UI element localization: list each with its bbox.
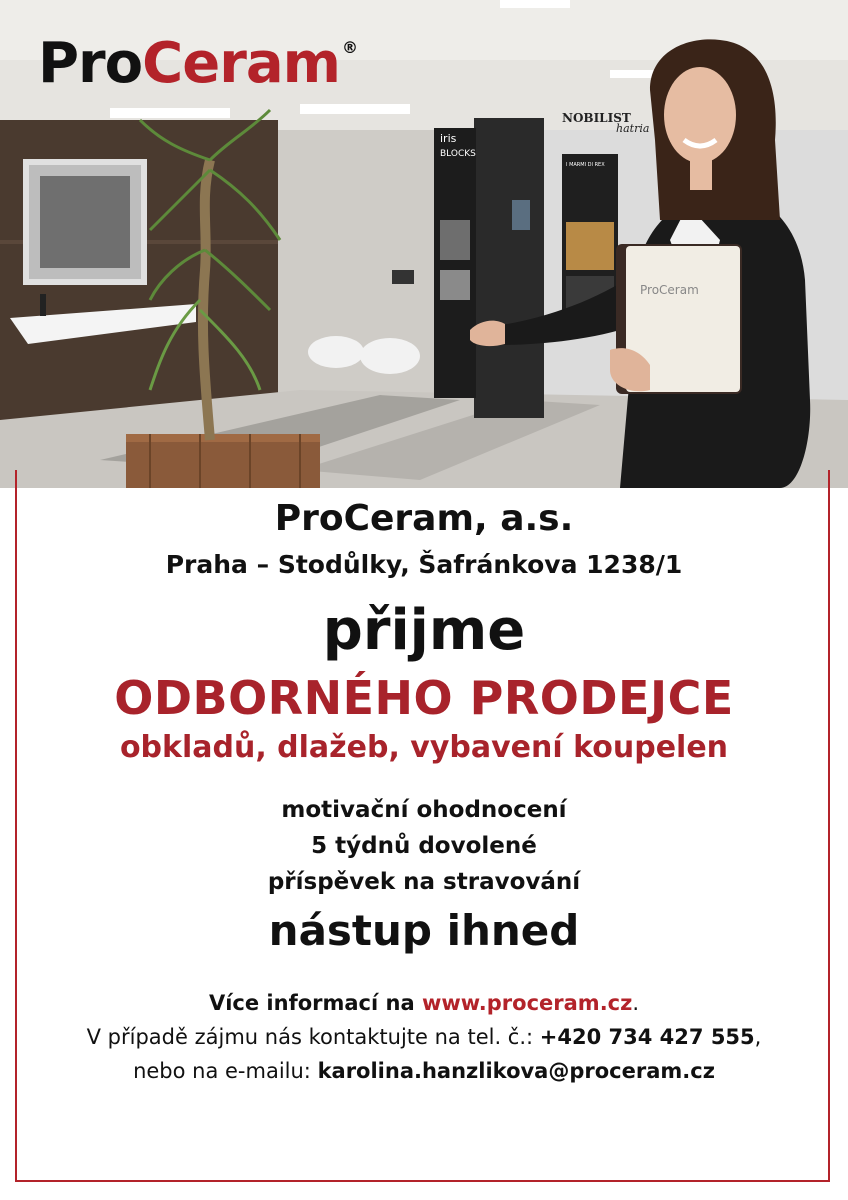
registered-mark: ® [341, 38, 357, 57]
panel-iris-text: iris [440, 132, 457, 145]
phone-prefix: V případě zájmu nás kontaktujte na tel. č.: [86, 1025, 540, 1049]
email-line [0, 1054, 848, 1088]
panel-rex-text: I MARMI DI REX [566, 162, 605, 168]
company-address: Praha – Stodůlky, Šafránkova 1238/1 [165, 550, 683, 579]
job-ad-content [0, 496, 848, 1088]
logo-ceram-text: Ceram [142, 31, 340, 96]
phone-number[interactable]: +420 734 427 555 [539, 1025, 755, 1049]
start-date: nástup ihned [268, 906, 580, 955]
logo-pro-text: Pro [38, 31, 143, 96]
folder-logo-text: ProCeram [640, 283, 699, 297]
proceram-logo [38, 31, 357, 96]
company-name: ProCeram, a.s. [274, 498, 574, 539]
benefits-list [0, 792, 848, 900]
email-prefix: nebo na e-mailu: [133, 1059, 318, 1083]
position-title: ODBORNÉHO PRODEJCE [114, 671, 734, 725]
benefit-item: 5 týdnů dovolené [311, 833, 537, 859]
hatria-sign: hatria [616, 122, 650, 135]
email-link[interactable]: karolina.hanzlikova@proceram.cz [317, 1059, 715, 1083]
info-prefix: Více informací na [208, 991, 422, 1015]
position-subtitle: obkladů, dlažeb, vybavení koupelen [119, 730, 729, 765]
noblest-sign: NOBILIST [562, 111, 631, 125]
phone-suffix: , [754, 1025, 762, 1049]
benefit-item: motivační ohodnocení [281, 797, 567, 823]
hero-photo [0, 0, 848, 488]
info-line [0, 986, 848, 1020]
benefit-item: příspěvek na stravování [267, 869, 581, 895]
hiring-heading: přijme [322, 598, 526, 663]
phone-line [0, 1020, 848, 1054]
website-link[interactable]: www.proceram.cz [421, 991, 633, 1015]
panel-blocks-text: BLOCKS [440, 149, 476, 159]
contact-info [0, 986, 848, 1088]
info-suffix: . [632, 991, 640, 1015]
